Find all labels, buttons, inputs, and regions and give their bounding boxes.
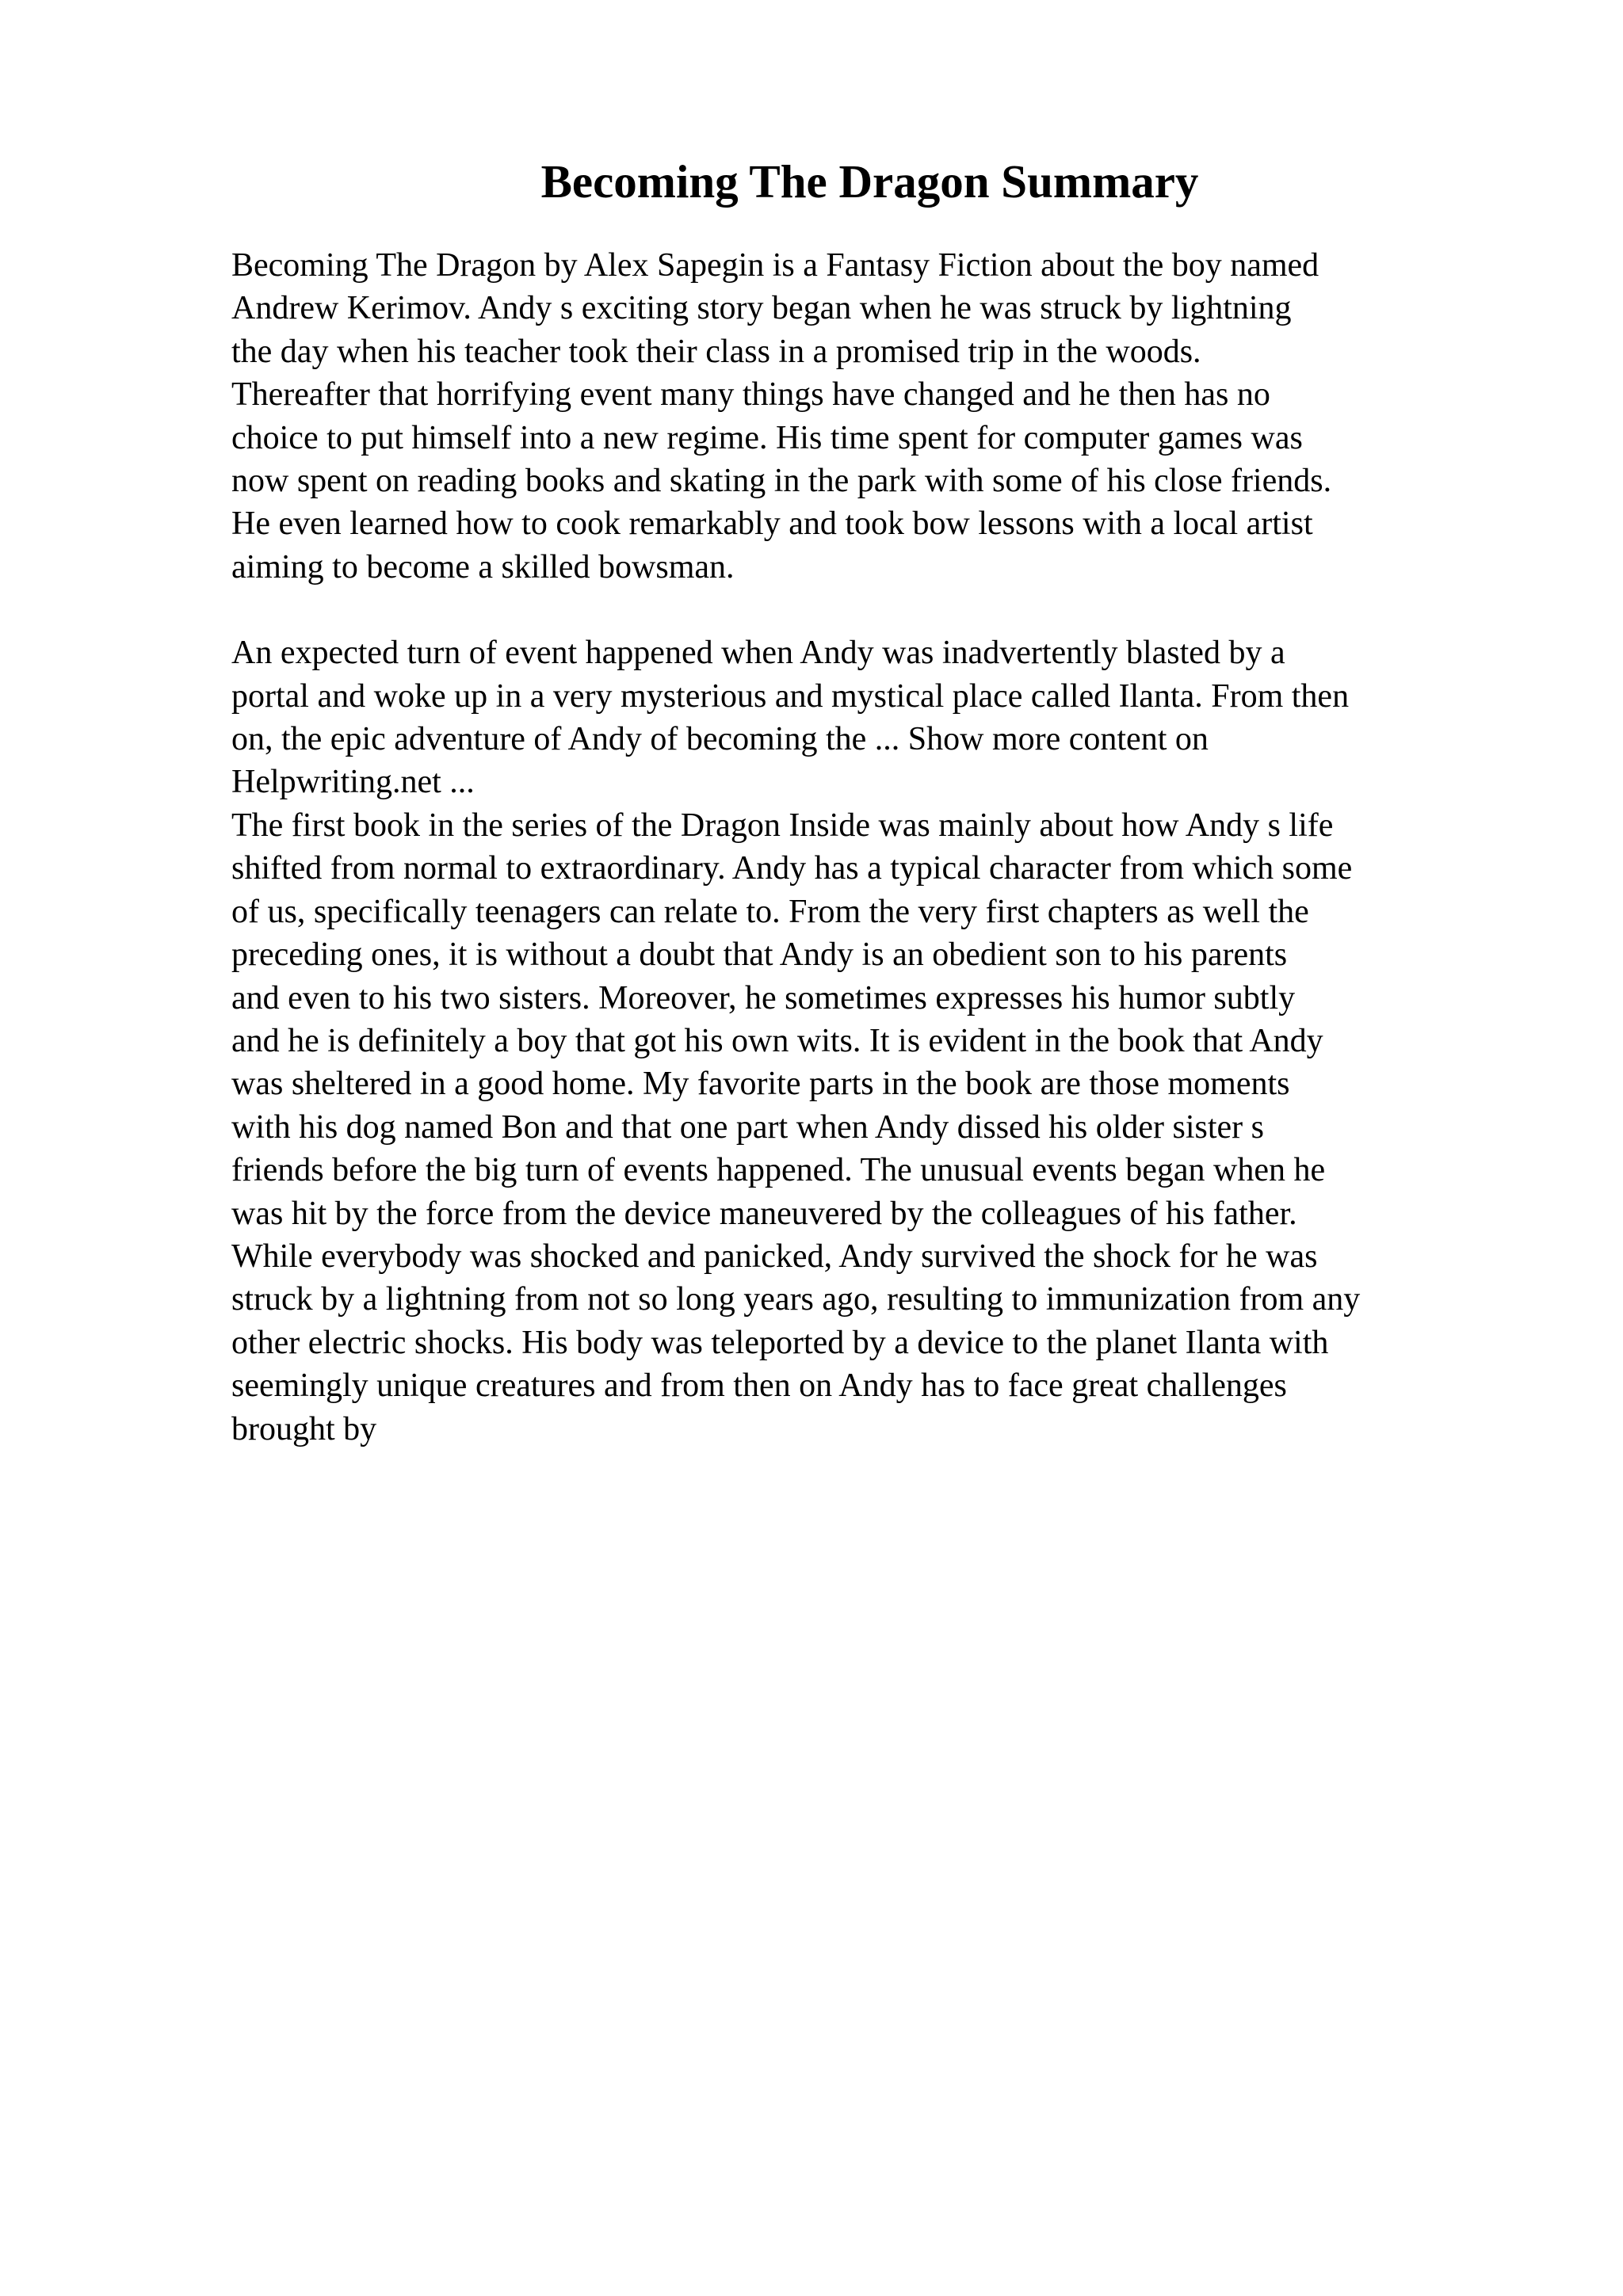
text-line: was sheltered in a good home. My favorite parts in the book are those moments: [231, 1066, 1290, 1103]
text-line: struck by a lightning from not so long years ago, resulting to immunization from any: [231, 1281, 1361, 1318]
text-line: other electric shocks. His body was teleported by a device to the planet Ilanta with: [231, 1324, 1329, 1361]
paragraph-2: [231, 631, 1594, 804]
text-line: and he is definitely a boy that got his own wits. It is evident in the book that Andy: [231, 1022, 1323, 1059]
text-line: Thereafter that horrifying event many things have changed and he then has no: [231, 376, 1270, 414]
text-line: portal and woke up in a very mysterious and mystical place called Ilanta. From then: [231, 677, 1350, 715]
paragraph-1: [231, 244, 1594, 589]
text-line: brought by: [231, 1410, 377, 1447]
text-line: seemingly unique creatures and from then on Andy has to face great challenges: [231, 1367, 1287, 1405]
text-line: with his dog named Bon and that one part when Andy dissed his older sister s: [231, 1108, 1265, 1146]
text-line: was hit by the force from the device maneuvered by the colleagues of his father.: [231, 1195, 1297, 1232]
text-line: While everybody was shocked and panicked, Andy survived the shock for he was: [231, 1238, 1318, 1275]
document-title: Becoming The Dragon Summary: [540, 155, 1199, 208]
text-line: preceding ones, it is without a doubt that Andy is an obedient son to his parents: [231, 936, 1288, 974]
text-line: the day when his teacher took their class in a promised trip in the woods.: [231, 333, 1201, 370]
text-line: on, the epic adventure of Andy of becoming the ... Show more content on: [231, 721, 1209, 758]
text-line: An expected turn of event happened when Andy was inadvertently blasted by a: [231, 635, 1285, 672]
text-line: aiming to become a skilled bowsman.: [231, 548, 735, 585]
paragraph-spacer: [231, 589, 1594, 631]
text-line: The first book in the series of the Dragon Inside was mainly about how Andy s life: [231, 807, 1334, 844]
text-line: Becoming The Dragon by Alex Sapegin is a Fantasy Fiction about the boy named: [231, 247, 1319, 284]
text-line: friends before the big turn of events happened. The unusual events began when he: [231, 1152, 1326, 1189]
text-line: shifted from normal to extraordinary. Andy has a typical character from which some: [231, 850, 1353, 887]
text-line: Andrew Kerimov. Andy s exciting story began when he was struck by lightning: [231, 290, 1292, 327]
paragraph-3: [231, 804, 1594, 1451]
text-line: of us, specifically teenagers can relate to. From the very first chapters as well the: [231, 893, 1309, 930]
text-line: He even learned how to cook remarkably and took bow lessons with a local artist: [231, 505, 1313, 543]
text-line: choice to put himself into a new regime. His time spent for computer games was: [231, 419, 1303, 456]
text-line: Helpwriting.net ...: [231, 764, 475, 801]
text-line: and even to his two sisters. Moreover, he sometimes expresses his humor subtly: [231, 979, 1296, 1016]
text-line: now spent on reading books and skating in the park with some of his close friends.: [231, 463, 1332, 500]
document-body: [231, 244, 1594, 1451]
